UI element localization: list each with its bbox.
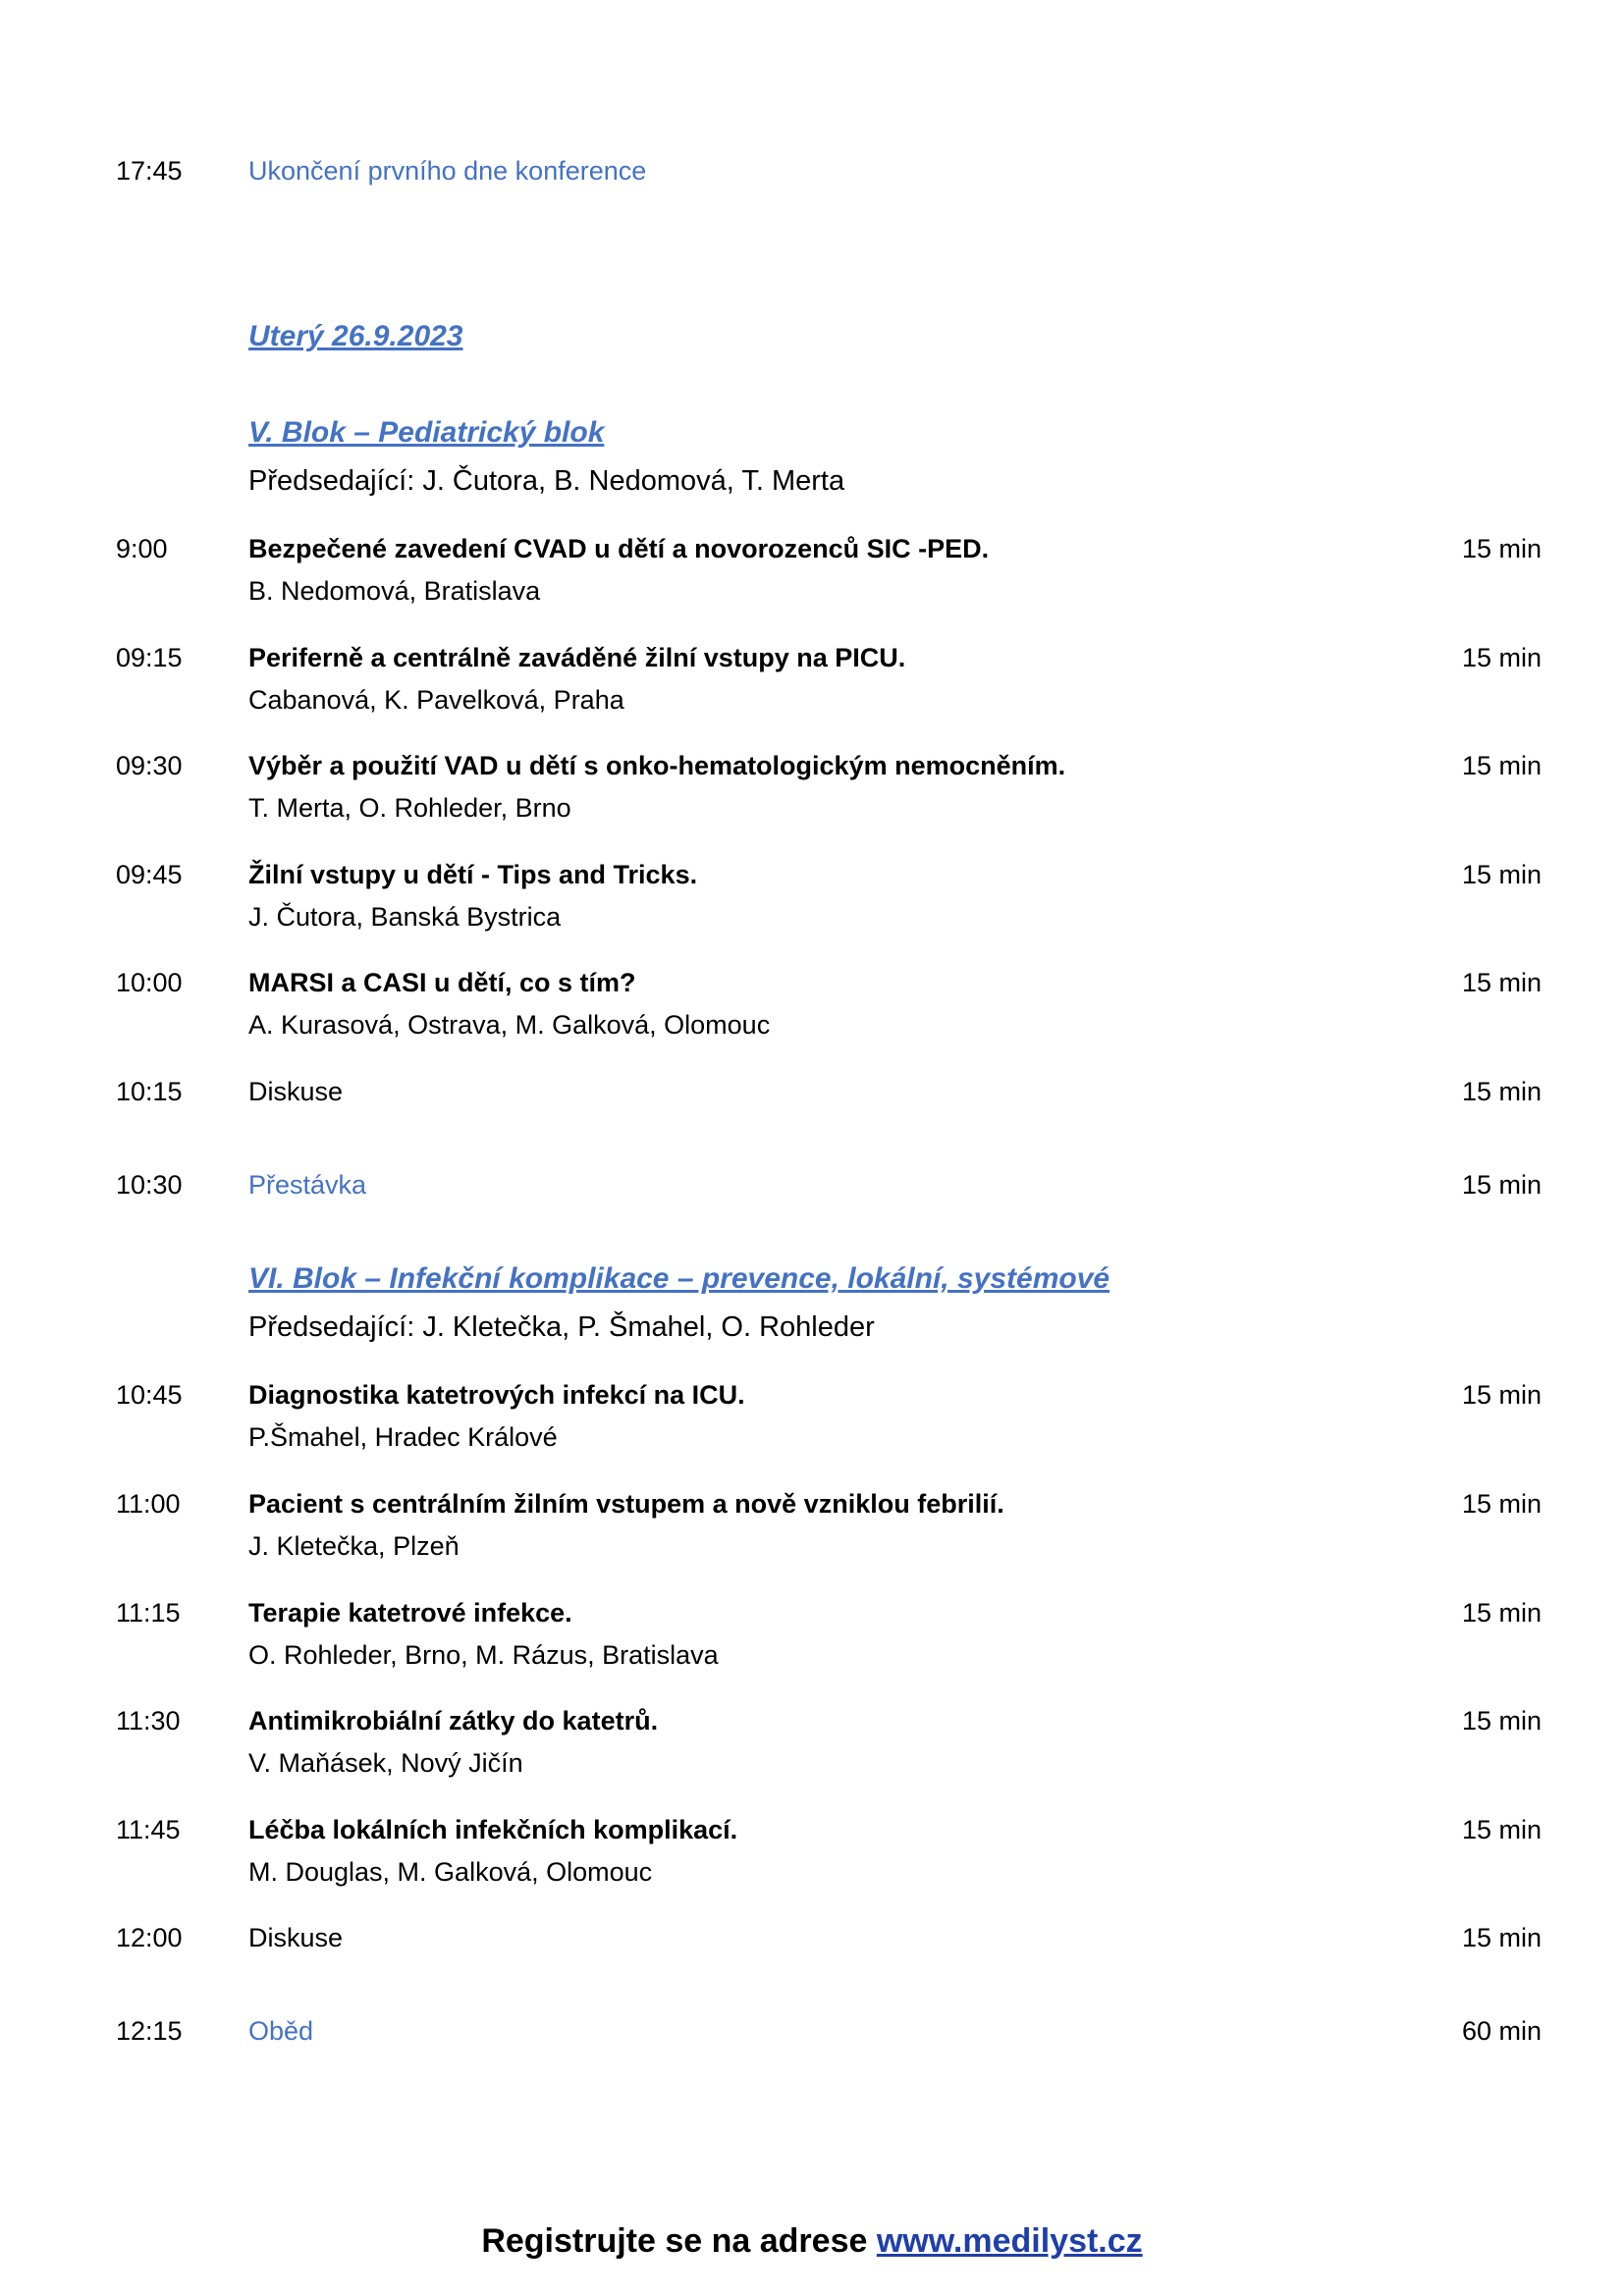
block-title: V. Blok – Pediatrický blok <box>248 416 605 449</box>
talk-title: Antimikrobiální zátky do katetrů. <box>248 1706 659 1735</box>
talk-duration: 15 min <box>1461 1598 1542 1628</box>
lunch-time: 12:15 <box>116 2016 183 2046</box>
pause-time: 10:30 <box>116 1170 183 1200</box>
talk-title: Terapie katetrové infekce. <box>248 1598 572 1628</box>
talk-title: Periferně a centrálně zaváděné žilní vstupy na PICU. <box>248 643 906 672</box>
talk-speakers: M. Douglas, M. Galková, Olomouc <box>248 1857 653 1887</box>
talk-title: Diagnostika katetrových infekcí na ICU. <box>248 1380 745 1410</box>
block-chairs: Předsedající: J. Kletečka, P. Šmahel, O. Rohleder <box>248 1311 875 1343</box>
talk-duration: 15 min <box>1461 860 1542 889</box>
talk-speakers: A. Kurasová, Ostrava, M. Galková, Olomouc <box>248 1010 771 1040</box>
talk-time: 09:30 <box>116 751 183 780</box>
registration-footer <box>0 2220 1624 2262</box>
talk-time: 9:00 <box>116 534 168 563</box>
talk-title: Bezpečené zavedení CVAD u dětí a novorozenců SIC -PED. <box>248 534 990 563</box>
talk-duration: 15 min <box>1461 534 1542 563</box>
talk-title: Výběr a použití VAD u dětí s onko-hematologickým nemocněním. <box>248 751 1066 780</box>
talk-speakers: T. Merta, O. Rohleder, Brno <box>248 793 571 823</box>
talk-duration: 15 min <box>1461 1380 1542 1410</box>
talk-time: 11:00 <box>116 1489 181 1519</box>
talk-duration: 15 min <box>1461 643 1542 672</box>
talk-time: 11:45 <box>116 1815 181 1844</box>
talk-title: Léčba lokálních infekčních komplikací. <box>248 1815 738 1844</box>
talk-duration: 15 min <box>1461 1489 1542 1519</box>
registration-link[interactable]: www.medilyst.cz <box>876 2222 1143 2260</box>
block-chairs: Předsedající: J. Čutora, B. Nedomová, T. Merta <box>248 465 845 497</box>
talk-time: 11:30 <box>116 1706 181 1735</box>
talk-speakers: J. Čutora, Banská Bystrica <box>248 902 562 932</box>
discussion-time: 10:15 <box>116 1077 183 1106</box>
talk-duration: 15 min <box>1461 751 1542 780</box>
lunch-duration: 60 min <box>1461 2016 1542 2046</box>
footer-text: Registrujte se na adrese <box>481 2222 877 2260</box>
end-day-time: 17:45 <box>116 156 183 186</box>
discussion-label: Diskuse <box>248 1077 344 1106</box>
talk-duration: 15 min <box>1461 1706 1542 1735</box>
talk-speakers: J. Kletečka, Plzeň <box>248 1531 460 1561</box>
talk-title: Žilní vstupy u dětí - Tips and Tricks. <box>248 860 698 889</box>
talk-speakers: B. Nedomová, Bratislava <box>248 576 541 606</box>
pause-label: Přestávka <box>248 1170 367 1200</box>
talk-speakers: V. Maňásek, Nový Jičín <box>248 1748 523 1778</box>
day-title: Uterý 26.9.2023 <box>248 320 463 352</box>
talk-time: 09:45 <box>116 860 183 889</box>
discussion-duration: 15 min <box>1461 1077 1542 1106</box>
discussion-time: 12:00 <box>116 1923 183 1952</box>
talk-time: 11:15 <box>116 1598 181 1628</box>
talk-time: 10:45 <box>116 1380 183 1410</box>
talk-title: Pacient s centrálním žilním vstupem a nově vzniklou febrilií. <box>248 1489 1004 1519</box>
talk-duration: 15 min <box>1461 968 1542 997</box>
pause-duration: 15 min <box>1461 1170 1542 1200</box>
end-day-label: Ukončení prvního dne konference <box>248 156 647 186</box>
lunch-label: Oběd <box>248 2016 314 2046</box>
block-title: VI. Blok – Infekční komplikace – prevence, lokální, systémové <box>248 1262 1110 1295</box>
discussion-label: Diskuse <box>248 1923 344 1952</box>
talk-time: 10:00 <box>116 968 183 997</box>
talk-time: 09:15 <box>116 643 183 672</box>
talk-speakers: Cabanová, K. Pavelková, Praha <box>248 685 624 715</box>
talk-speakers: O. Rohleder, Brno, M. Rázus, Bratislava <box>248 1640 719 1670</box>
discussion-duration: 15 min <box>1461 1923 1542 1952</box>
talk-speakers: P.Šmahel, Hradec Králové <box>248 1422 558 1452</box>
talk-title: MARSI a CASI u dětí, co s tím? <box>248 968 636 997</box>
talk-duration: 15 min <box>1461 1815 1542 1844</box>
